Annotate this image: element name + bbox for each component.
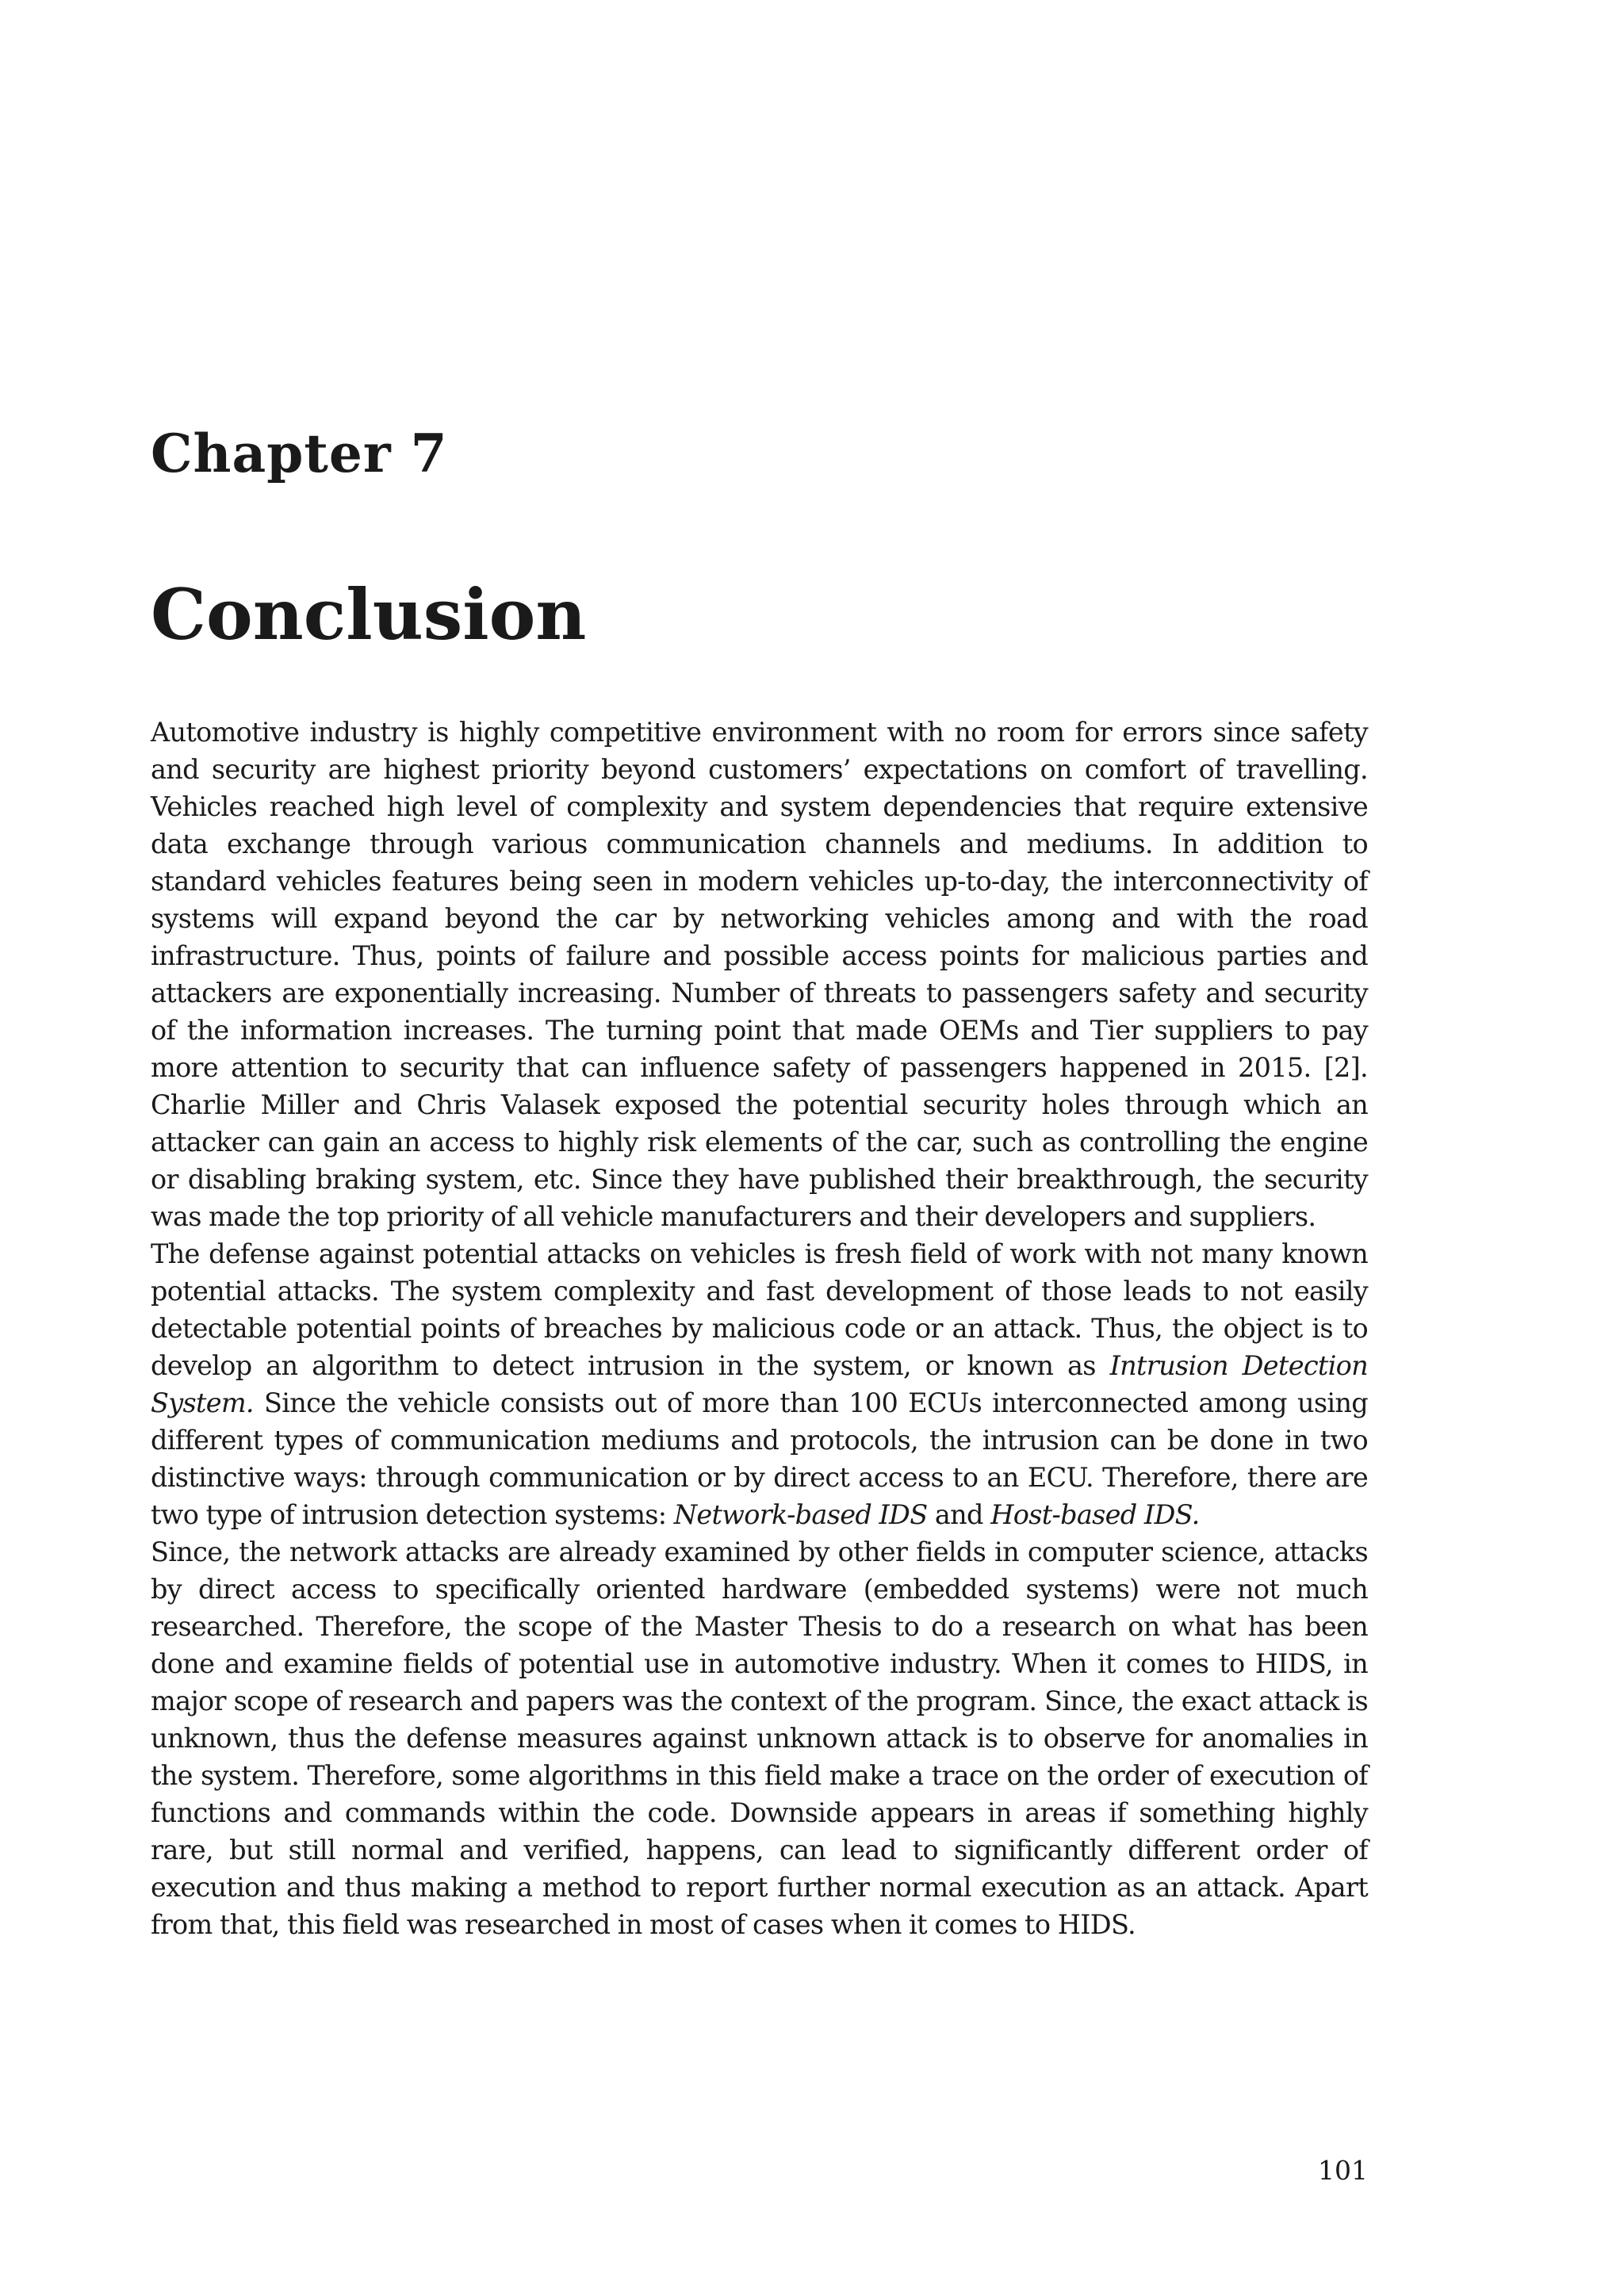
paragraph-1: Automotive industry is highly competitive environment with no room for errors since safety and security are highest priority beyond customers’ expectations on comfort of travelling. Vehicles reached high level of complexity and system dependencies that require extensive data exchange through various communication channels and mediums. In addition to standard vehicles features being seen in modern vehicles up-to-day, the interconnectivity of systems will expand beyond the car by networking vehicles among and with the road infrastructure. Thus, points of failure and possible access points for malicious parties and attackers are exponentially increasing. Number of threats to passengers safety and security of the information increases. The turning point that made OEMs and Tier suppliers to pay more attention to security that can influence safety of passengers happened in 2015. [2]. Charlie Miller and Chris Valasek exposed the potential security holes through which an attacker can gain an access to highly risk elements of the car, such as controlling the engine or disabling braking system, etc. Since they have published their breakthrough, the security was made the top priority of all vehicle manufacturers and their developers and suppliers. bbox=[151, 717, 1368, 1232]
chapter-body bbox=[151, 714, 1368, 1943]
chapter-title: Conclusion bbox=[151, 573, 587, 656]
paragraph-2 bbox=[151, 1235, 1368, 1533]
paragraph-2-text-c: and bbox=[927, 1499, 991, 1530]
paragraph-2-text-a: The defense against potential attacks on vehicles is fresh field of work with not many known potential attacks. The system complexity and fast development of those leads to not easily detectable potential points of breaches by malicious code or an attack. Thus, the object is to develop an algorithm to detect intrusion in the system, or known as bbox=[151, 1238, 1368, 1381]
paragraph-3: Since, the network attacks are already examined by other fields in computer science, attacks by direct access to specifically oriented hardware (embedded systems) were not much researched. Therefore, the scope of the Master Thesis to do a research on what has been done and examine fields of potential use in automotive industry. When it comes to HIDS, in major scope of research and papers was the context of the program. Since, the exact attack is unknown, thus the defense measures against unknown attack is to observe for anomalies in the system. Therefore, some algorithms in this field make a trace on the order of execution of functions and commands within the code. Downside appears in areas if something highly rare, but still normal and verified, happens, can lead to significantly different order of execution and thus making a method to report further normal execution as an attack. Apart from that, this field was researched in most of cases when it comes to HIDS. bbox=[151, 1536, 1368, 1940]
term-intrusion-detection-system: Intrusion Detection System. bbox=[151, 1350, 1368, 1418]
term-host-based-ids: Host-based IDS. bbox=[990, 1499, 1200, 1530]
term-network-based-ids: Network-based IDS bbox=[673, 1499, 928, 1530]
chapter-label: Chapter 7 bbox=[151, 423, 448, 484]
page-number: 101 bbox=[1318, 2155, 1368, 2186]
paragraph-2-text-b: Since the vehicle consists out of more than 100 ECUs interconnected among using different types of communication mediums and protocols, the intrusion can be done in two distinctive ways: through communication or by direct access to an ECU. Therefore, there are two type of intrusion detection systems: bbox=[151, 1387, 1368, 1530]
